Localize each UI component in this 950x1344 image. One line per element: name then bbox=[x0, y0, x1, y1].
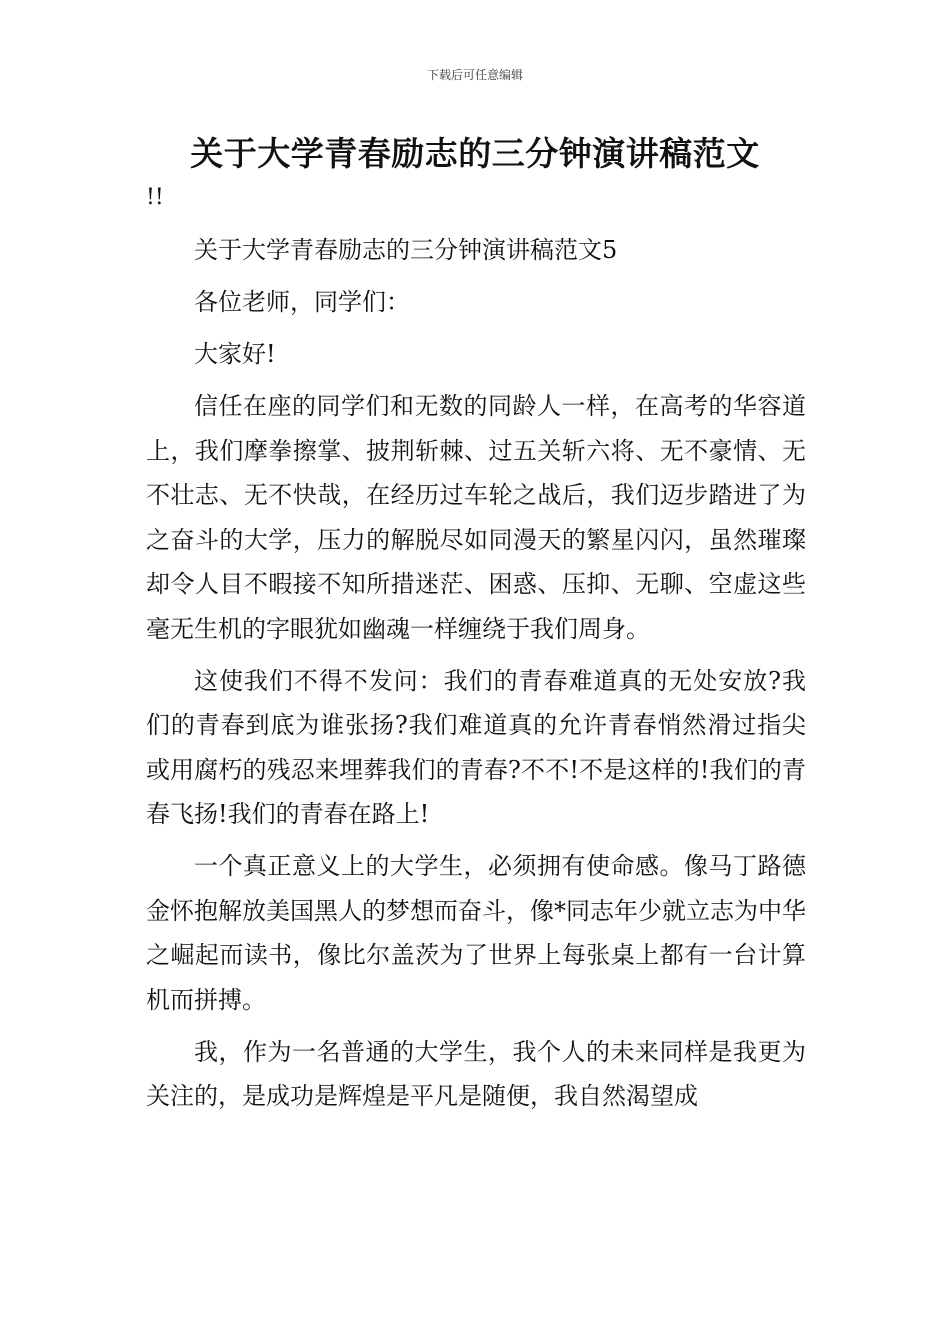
body-text bbox=[146, 228, 806, 1126]
document-title: 关于大学青春励志的三分钟演讲稿范文 bbox=[190, 134, 760, 173]
exclamation-marks: !! bbox=[146, 185, 164, 210]
paragraph: 一个真正意义上的大学生，必须拥有使命感。像马丁路德金怀抱解放美国黑人的梦想而奋斗，像*同志年少就立志为中华之崛起而读书，像比尔盖茨为了世界上每张桌上都有一台计算机而拼搏。 bbox=[146, 852, 806, 1014]
paragraph-subtitle: 关于大学青春励志的三分钟演讲稿范文5 bbox=[194, 236, 618, 264]
paragraph-salutation: 各位老师，同学们： bbox=[194, 288, 410, 316]
paragraph: 我，作为一名普通的大学生，我个人的未来同样是我更为关注的，是成功是辉煌是平凡是随便，我自然渴望成 bbox=[146, 1037, 806, 1110]
paragraph: 信任在座的同学们和无数的同龄人一样，在高考的华容道上，我们摩拳擦掌、披荆斩棘、过五关斩六将、无不豪情、无不壮志、无不快哉，在经历过车轮之战后，我们迈步踏进了为之奋斗的大学，压力的解脱尽如同漫天的繁星闪闪，虽然璀璨却令人目不暇接不知所措迷茫、困惑、压抑、无聊、空虚这些毫无生机的字眼犹如幽魂一样缠绕于我们周身。 bbox=[146, 392, 806, 643]
header-note: 下载后可任意编辑 bbox=[426, 68, 523, 82]
paragraph: 这使我们不得不发问：我们的青春难道真的无处安放?我们的青春到底为谁张扬?我们难道真的允许青春悄然滑过指尖或用腐朽的残忍来埋葬我们的青春?不不!不是这样的!我们的青春飞扬!我们的青春在路上! bbox=[146, 666, 806, 828]
paragraph-greeting: 大家好! bbox=[194, 340, 276, 368]
